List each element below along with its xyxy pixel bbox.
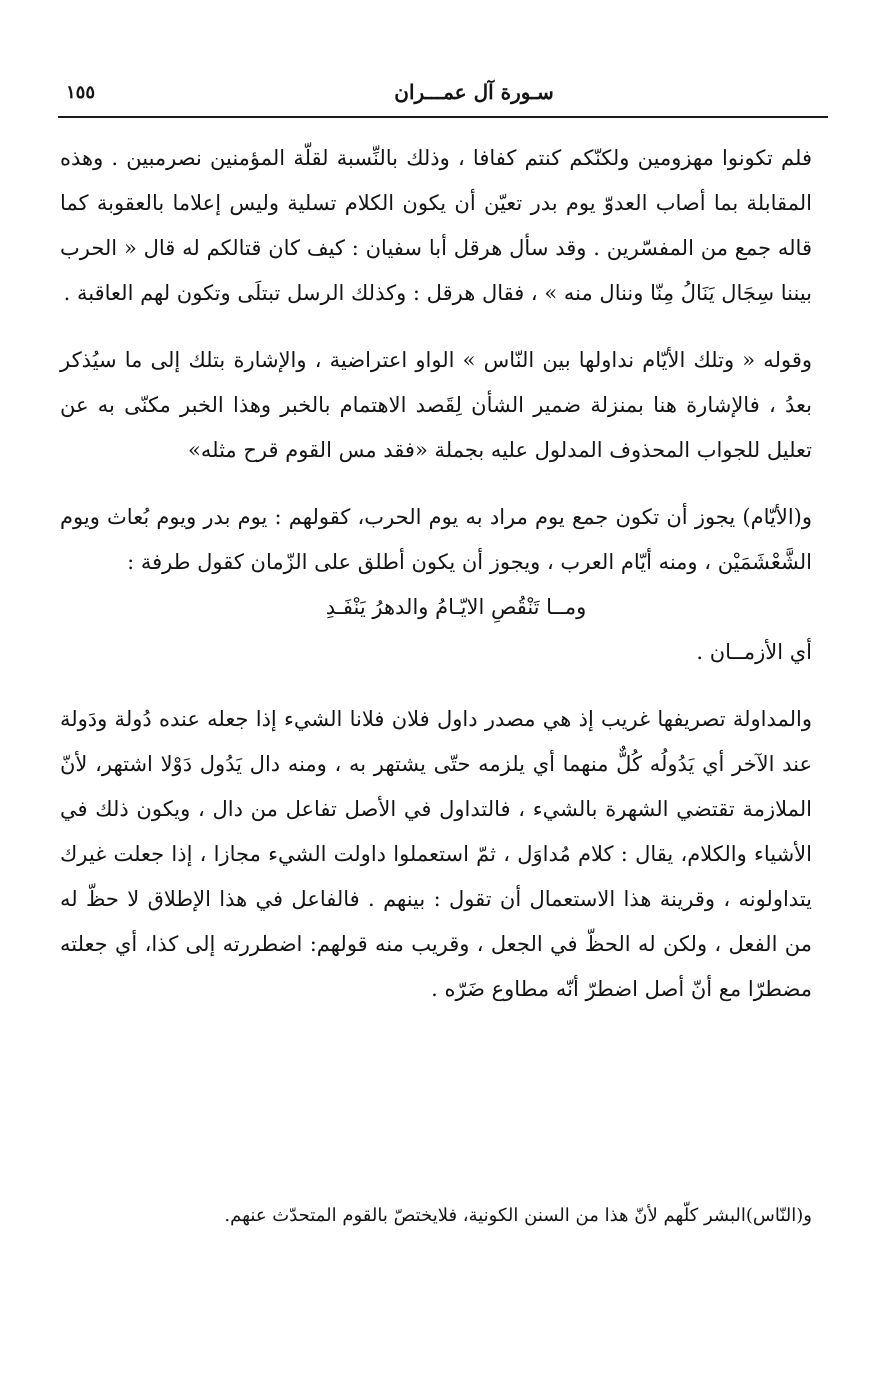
paragraph-2: وقوله « وتلك الأيّام نداولها بين النّاس » الواو اعتراضية ، والإشارة بتلك إلى ما سيُذكر بعدُ ، فالإشارة هنا بمنزلة ضمير الشأن لِقَصد الاهتمام بالخبر وهذا الخبر مكنّى به عن تعليل للجواب المحذوف المدلول عليه بجملة «فقد مس القوم قرح مثله»	[60, 348, 812, 462]
page-number: ١٥٥	[66, 82, 96, 103]
paragraph-gap	[60, 675, 812, 697]
paragraph-3: و(الأيّام) يجوز أن تكون جمع يوم مراد به يوم الحرب، كقولهم : يوم بدر ويوم بُعاث ويوم الشَّعْشَمَيْن ، ومنه أيّام العرب ، ويجوز أن يكون أطلق على الزّمان كقول طرفة :	[60, 505, 812, 574]
paragraph-gap	[60, 473, 812, 495]
paragraph-4: والمداولة تصريفها غريب إذ هي مصدر داول فلان فلانا الشيء إذا جعله عنده دُولة ودَولة عند الآخر أي يَدُولُه كُلٌّ منهما أي يلزمه حتّى يشتهر به ، ومنه دال يَدُول دَوْلا اشتهر، لأنّ الملازمة تقتضي الشهرة بالشيء ، فالتداول في الأصل تفاعل من دال ، ويكون ذلك في الأشياء والكلام، يقال : كلام مُداوَل ، ثمّ استعملوا داولت الشيء مجازا ، إذا جعلت غيرك يتداولونه ، وقرينة هذا الاستعمال أن تقول : بينهم . فالفاعل في هذا الإطلاق لا حظّ له من الفعل ، ولكن له الحظّ في الجعل ، وقريب منه قولهم: اضطررته إلى كذا، أي جعلته مضطرّا مع أنّ أصل اضطرّ أنّه مطاوع ضَرّه .	[60, 707, 812, 1001]
surah-title: سـورة آل عمـــران	[394, 80, 554, 104]
paragraph-gap	[60, 316, 812, 338]
poetry-verse: ومــا تَنْقُصِ الايّـامُ والدهرُ يَنْفَـدِ	[325, 595, 587, 619]
main-text	[60, 136, 812, 1012]
paragraph-1: فلم تكونوا مهزومين ولكنّكم كنتم كفافا ، وذلك بالنِّسبة لقلّة المؤمنين نصرمبين . وهذه المقابلة بما أصاب العدوّ يوم بدر تعيّن أن يكون الكلام تسلية وليس إعلاما بالعقوبة كما قاله جمع من المفسّرين . وقد سأل هرقل أبا سفيان : كيف كان قتالكم له قال « الحرب بيننا سِجَال يَنَالُ مِنّا وننال منه » ، فقال هرقل : وكذلك الرسل تبتلَى وتكون لهم العاقبة .	[60, 146, 812, 305]
header-rule	[58, 116, 828, 118]
verse-gloss: أي الأزمــان .	[696, 640, 812, 664]
page-header	[60, 80, 828, 116]
margin-note: و(النّاس)البشر كلّهم لأنّ هذا من السنن الكونية، فلايختصّ بالقوم المتحدّث عنهم.	[224, 1205, 812, 1226]
